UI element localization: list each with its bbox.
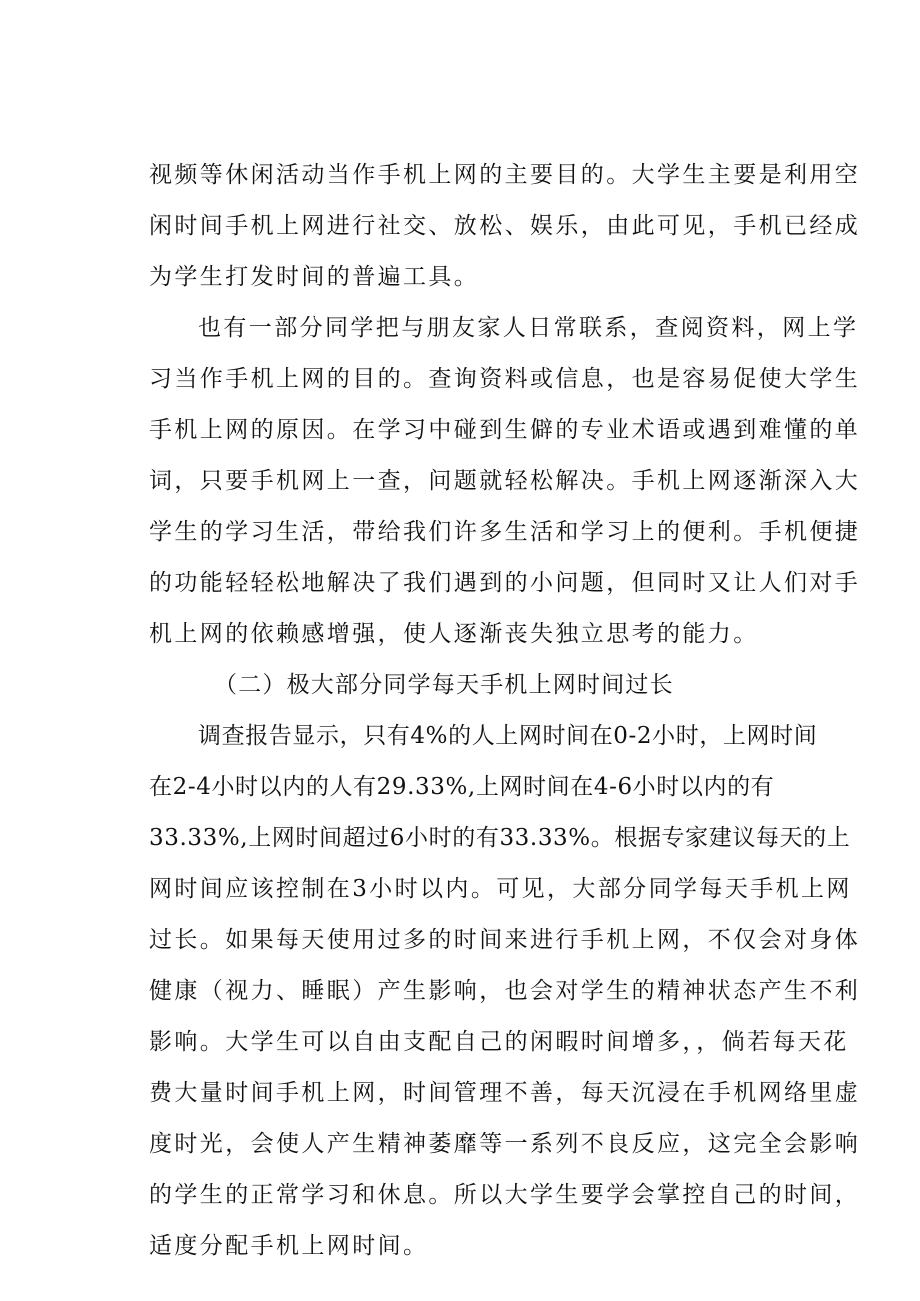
section-heading: （二）极大部分同学每天手机上网时间过长 bbox=[214, 672, 674, 698]
text-line: 闲时间手机上网进行社交、放松、娱乐，由此可见，手机已经成 bbox=[149, 213, 861, 239]
text-line: 词，只要手机网上一查，问题就轻松解决。手机上网逐渐深入大 bbox=[149, 468, 861, 494]
text-line: 机上网的依赖感增强，使人逐渐丧失独立思考的能力。 bbox=[149, 621, 759, 647]
text-line: 适度分配手机上网时间。 bbox=[149, 1233, 429, 1259]
text-line: 在2-4小时以内的人有29.33%,上网时间在4-6小时以内的有 bbox=[149, 774, 775, 800]
text-line: 视频等休闲活动当作手机上网的主要目的。大学生主要是利用空 bbox=[149, 162, 861, 188]
text-line: 的功能轻轻松地解决了我们遇到的小问题，但同时又让人们对手 bbox=[149, 570, 861, 596]
text-line: 费大量时间手机上网，时间管理不善，每天沉浸在手机网络里虚 bbox=[149, 1080, 861, 1106]
text-line: 网时间应该控制在3小时以内。可见，大部分同学每天手机上网 bbox=[149, 876, 852, 902]
text-line: 的学生的正常学习和休息。所以大学生要学会掌控自己的时间， bbox=[149, 1182, 861, 1208]
text-line: 学生的学习生活，带给我们许多生活和学习上的便利。手机便捷 bbox=[149, 519, 861, 545]
text-line: 影响。大学生可以自由支配自己的闲暇时间增多，，倘若每天花 bbox=[149, 1029, 849, 1055]
text-line: 33.33%,上网时间超过6小时的有33.33%。根据专家建议每天的上 bbox=[149, 825, 851, 851]
text-line: 习当作手机上网的目的。查询资料或信息，也是容易促使大学生 bbox=[149, 366, 861, 392]
text-line: 过长。如果每天使用过多的时间来进行手机上网，不仅会对身体 bbox=[149, 927, 861, 953]
text-line: 健康（视力、睡眠）产生影响，也会对学生的精神状态产生不利 bbox=[149, 978, 861, 1004]
text-line: 手机上网的原因。在学习中碰到生僻的专业术语或遇到难懂的单 bbox=[149, 417, 861, 443]
text-line: 调查报告显示，只有4%的人上网时间在0-2小时，上网时间 bbox=[198, 723, 818, 749]
text-line: 为学生打发时间的普遍工具。 bbox=[149, 264, 480, 290]
text-line: 度时光，会使人产生精神萎靡等一系列不良反应，这完全会影响 bbox=[149, 1131, 861, 1157]
text-line: 也有一部分同学把与朋友家人日常联系，查阅资料，网上学 bbox=[198, 315, 859, 341]
